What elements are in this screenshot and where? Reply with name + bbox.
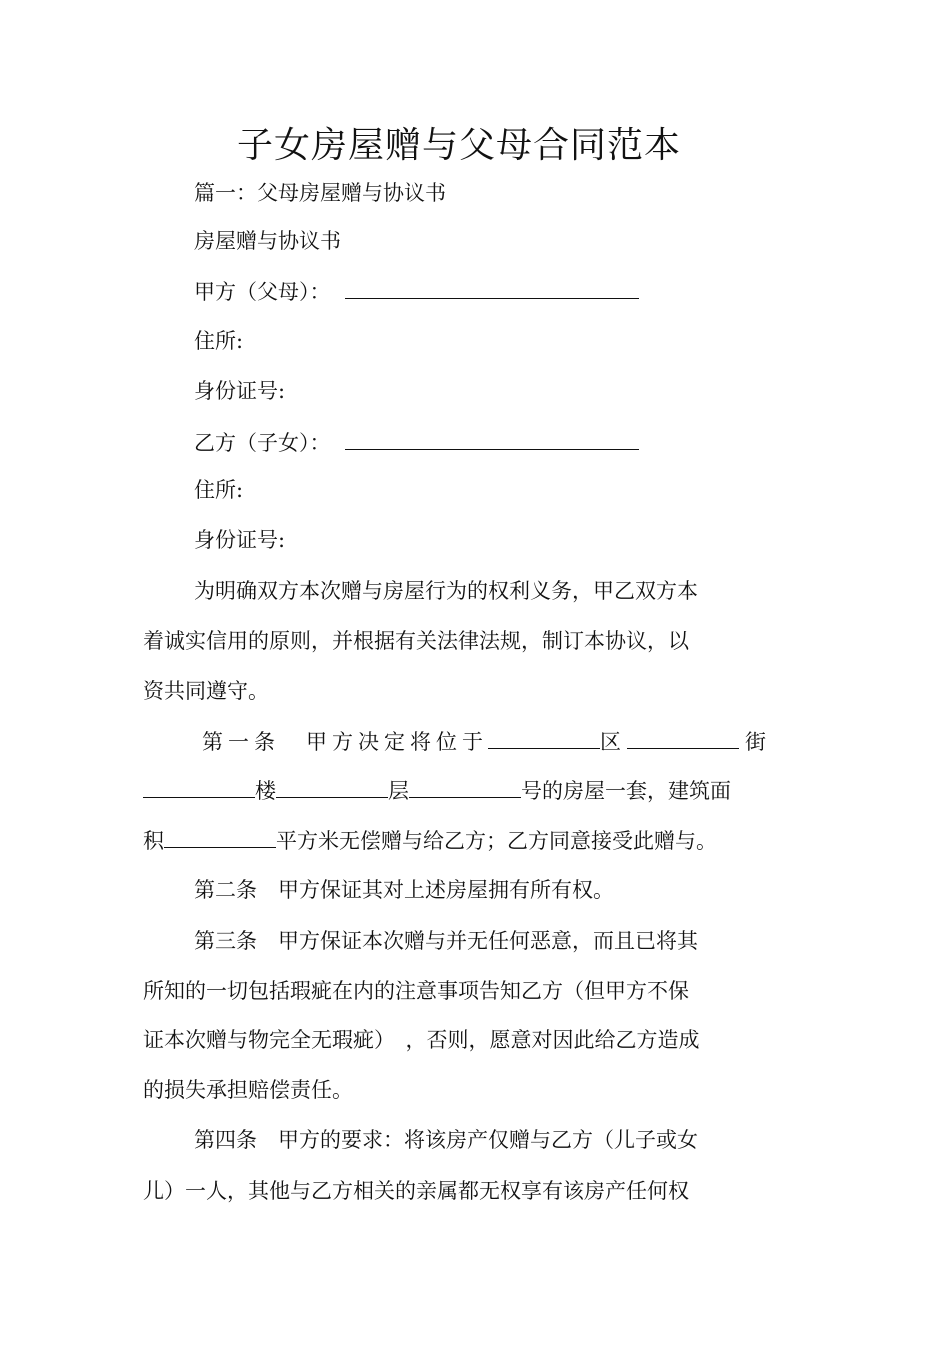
article-4-line: 儿）一人，其他与乙方相关的亲属都无权享有该房产任何权 (143, 1179, 689, 1203)
area-tail: 平方米无偿赠与给乙方；乙方同意接受此赠与。 (276, 829, 717, 853)
party-a-address-label: 住所: (194, 329, 244, 353)
district-blank[interactable] (488, 726, 600, 749)
preamble-line: 为明确双方本次赠与房屋行为的权利义务，甲乙双方本 (194, 579, 698, 603)
document-title: 子女房屋赠与父母合同范本 (236, 125, 681, 166)
preamble-line: 着诚实信用的原则，并根据有关法律法规，制订本协议，以 (143, 629, 689, 653)
street-label: 街 (745, 730, 766, 754)
party-a-line (194, 276, 639, 307)
floor-blank[interactable] (276, 775, 388, 798)
party-b-blank[interactable] (345, 427, 639, 450)
number-blank[interactable] (409, 775, 521, 798)
building-label: 楼 (255, 779, 276, 803)
street-blank[interactable] (627, 726, 739, 749)
article-1-lead: 第一条 甲方决定将位于 (202, 730, 488, 754)
area-blank[interactable] (164, 825, 276, 848)
article-3-line: 第三条 甲方保证本次赠与并无任何恶意，而且已将其 (194, 929, 698, 953)
party-b-address-label: 住所: (194, 478, 244, 502)
article-1-line-1 (202, 726, 766, 757)
article-1-line-2 (143, 775, 731, 806)
area-head: 积 (143, 829, 164, 853)
agreement-heading: 房屋赠与协议书 (194, 229, 341, 253)
floor-label: 层 (388, 779, 409, 803)
article-3-line: 证本次赠与物完全无瑕疵） ，否则，愿意对因此给乙方造成 (143, 1028, 700, 1052)
article-3-line: 的损失承担赔偿责任。 (143, 1078, 353, 1102)
party-b-id-label: 身份证号: (194, 528, 286, 552)
party-a-blank[interactable] (345, 276, 639, 299)
party-b-line (194, 427, 639, 458)
article-3-line: 所知的一切包括瑕疵在内的注意事项告知乙方（但甲方不保 (143, 979, 689, 1003)
party-b-label: 乙方（子女）： (194, 431, 331, 455)
building-blank[interactable] (143, 775, 255, 798)
section-heading: 篇一：父母房屋赠与协议书 (194, 181, 446, 205)
district-label: 区 (600, 730, 621, 754)
number-tail: 号的房屋一套，建筑面 (521, 779, 731, 803)
party-a-label: 甲方（父母）： (194, 280, 331, 304)
article-1-line-3 (143, 825, 717, 856)
party-a-id-label: 身份证号: (194, 379, 286, 403)
preamble-line: 资共同遵守。 (143, 679, 269, 703)
article-2: 第二条 甲方保证其对上述房屋拥有所有权。 (194, 878, 614, 902)
article-4-line: 第四条 甲方的要求：将该房产仅赠与乙方（儿子或女 (194, 1128, 698, 1152)
